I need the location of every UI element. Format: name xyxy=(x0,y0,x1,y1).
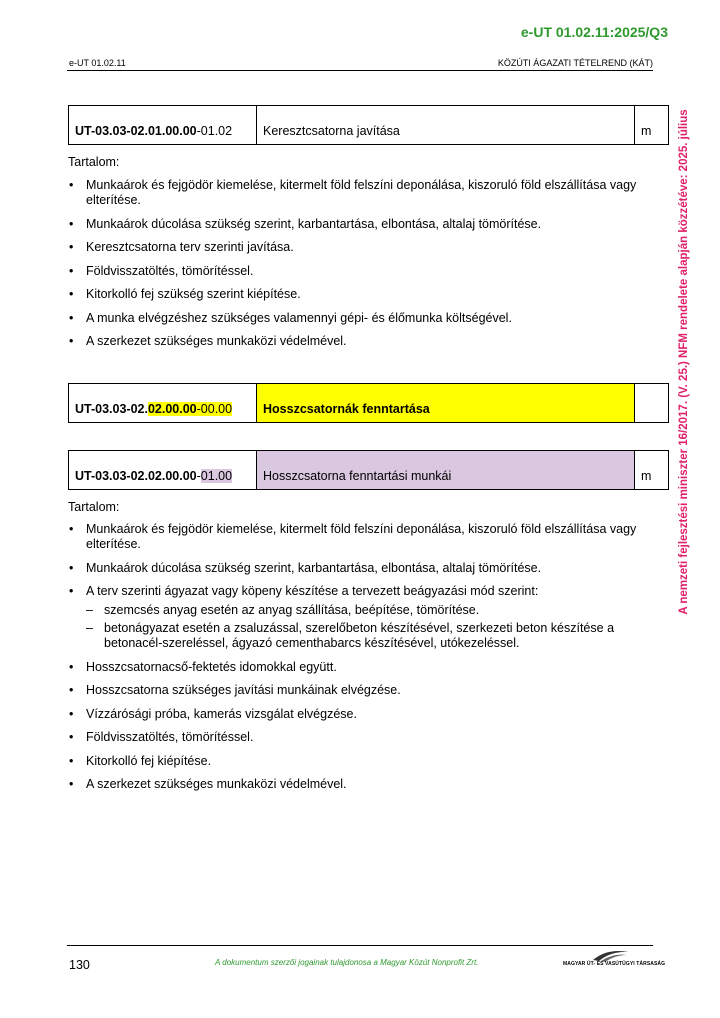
item-name-cell: Keresztcsatorna javítása xyxy=(257,106,635,145)
content-label: Tartalom: xyxy=(68,500,120,514)
list-item: • Földvisszatöltés, tömörítéssel. xyxy=(68,730,658,745)
header-rule xyxy=(67,70,653,71)
list-item xyxy=(68,584,658,651)
item-unit-cell: m xyxy=(635,106,669,145)
list-item: • Földvisszatöltés, tömörítéssel. xyxy=(68,264,658,279)
list-item: • A szerkezet szükséges munkaközi védelmével. xyxy=(68,777,658,792)
item-code-highlight: 01.00 xyxy=(200,469,233,483)
content-label: Tartalom: xyxy=(68,155,120,169)
item-table-2 xyxy=(68,383,669,423)
footer-rule xyxy=(67,945,653,946)
side-publication-note-text: A nemzeti fejlesztési miniszter 16/2017. (V. 25.) NFM rendelete alapján közzétéve: 2025. július xyxy=(678,109,690,615)
item-code-main: UT-03.03-02.01.00.00 xyxy=(75,124,197,138)
organization-logo xyxy=(563,947,666,973)
list-item: • Hosszcsatorna szükséges javítási munkáinak elvégzése. xyxy=(68,683,658,698)
list-item: • Munkaárok és fejgödör kiemelése, kitermelt föld felszíni deponálása, kiszoruló föld elszállítása vagy elterítése. xyxy=(68,522,658,552)
item-code-suffix: -00.00 xyxy=(196,402,233,416)
copyright-notice: A dokumentum szerzői jogainak tulajdonosa a Magyar Közút Nonprofit Zrt. xyxy=(215,958,479,967)
item-code-dash: - xyxy=(196,469,201,483)
item-table-1 xyxy=(68,105,669,145)
list-item: • A munka elvégzéshez szükséges valamennyi gépi- és élőmunka költségével. xyxy=(68,311,658,326)
item-code-cell xyxy=(69,384,257,423)
content-list-1 xyxy=(68,178,658,358)
table-row xyxy=(69,451,669,490)
list-item: • Vízzárósági próba, kamerás vizsgálat elvégzése. xyxy=(68,707,658,722)
item-code-highlight: 02.00.00 xyxy=(147,402,197,416)
table-row xyxy=(69,384,669,423)
item-code-prefix: UT-03.03-02. xyxy=(75,402,148,416)
page-number: 130 xyxy=(69,958,90,972)
list-item: • Munkaárok dúcolása szükség szerint, karbantartása, elbontása, altalaj tömörítése. xyxy=(68,561,658,576)
list-item: • Hosszcsatornacső-fektetés idomokkal együtt. xyxy=(68,660,658,675)
sub-list xyxy=(86,603,658,651)
item-unit-cell xyxy=(635,384,669,423)
header-left: e-UT 01.02.11 xyxy=(69,58,126,68)
list-item: • A szerkezet szükséges munkaközi védelmével. xyxy=(68,334,658,349)
item-code-main: UT-03.03-02.02.00.00 xyxy=(75,469,197,483)
item-code-cell xyxy=(69,451,257,490)
sub-list-item: – betonágyazat esetén a zsaluzással, szerelőbeton készítésével, szerkezeti beton készítése a betonacél-szereléssel, ágyazó cementhabarcs készítésével, utókezeléssel. xyxy=(86,621,658,651)
item-code-cell xyxy=(69,106,257,145)
list-item: • Munkaárok és fejgödör kiemelése, kitermelt föld felszíni deponálása, kiszoruló föld elszállítása vagy elterítése. xyxy=(68,178,658,208)
content-list-2 xyxy=(68,522,658,801)
list-item: • Munkaárok dúcolása szükség szerint, karbantartása, elbontása, altalaj tömörítése. xyxy=(68,217,658,232)
side-publication-note xyxy=(673,95,695,630)
logo-text: MAGYAR ÚT- ÉS VASÚTÜGYI TÁRSASÁG xyxy=(563,961,666,967)
item-code-suffix: -01.02 xyxy=(196,124,233,138)
list-item: • Kitorkolló fej kiépítése. xyxy=(68,754,658,769)
item-name-cell: Hosszcsatornák fenntartása xyxy=(257,384,635,423)
item-table-3 xyxy=(68,450,669,490)
list-item: • Kitorkolló fej szükség szerint kiépítése. xyxy=(68,287,658,302)
header-right: KÖZÚTI ÁGAZATI TÉTELREND (KÁT) xyxy=(497,58,653,68)
table-row xyxy=(69,106,669,145)
document-code: e-UT 01.02.11:2025/Q3 xyxy=(520,24,668,40)
item-unit-cell: m xyxy=(635,451,669,490)
list-item: • Keresztcsatorna terv szerinti javítása. xyxy=(68,240,658,255)
list-item-text: A terv szerinti ágyazat vagy köpeny készítése a tervezett beágyazási mód szerint: xyxy=(86,584,539,598)
item-name-cell: Hosszcsatorna fenntartási munkái xyxy=(257,451,635,490)
sub-list-item: – szemcsés anyag esetén az anyag szállítása, beépítése, tömörítése. xyxy=(86,603,658,618)
